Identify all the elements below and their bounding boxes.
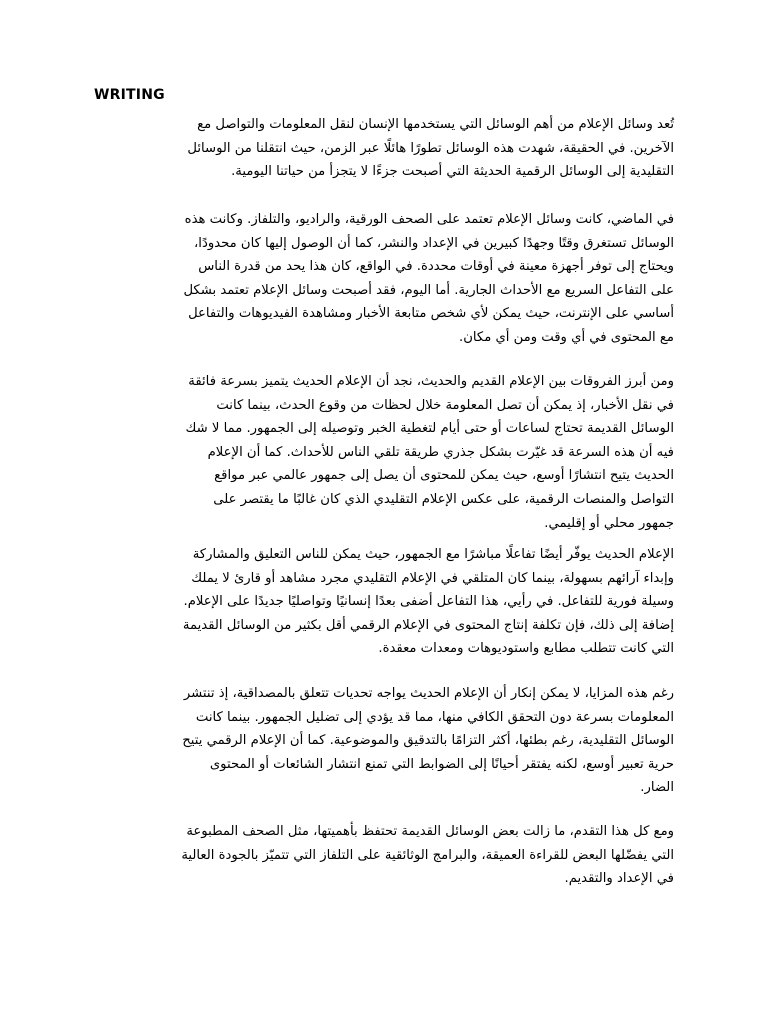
paragraph-line: التي يفضّلها البعض للقراءة العميقة، والبرامج الوثائقية على التلفاز التي تتميّز بالجودة العالية (181, 847, 674, 863)
paragraph-line: تُعد وسائل الإعلام من أهم الوسائل التي يستخدمها الإنسان لنقل المعلومات والتواصل مع (197, 117, 674, 132)
paragraph-line: الحديث يتيح انتشارًا أوسع، حيث يمكن للمحتوى أن يصل إلى جمهور عالمي عبر مواقع (214, 468, 674, 484)
paragraph-line: الآخرين. في الحقيقة، شهدت هذه الوسائل تطورًا هائلًا عبر الزمن، حيث انتقلنا من الوسائل (187, 140, 674, 156)
paragraph-line: إضافة إلى ذلك، فإن تكلفة إنتاج المحتوى في الإعلام الرقمي أقل بكثير من الوسائل القديمة (182, 617, 674, 633)
paragraph-line: أساسي على الإنترنت، حيث يمكن لأي شخص متابعة الأخبار ومشاهدة الفيديوهات والتفاعل (188, 306, 674, 322)
paragraph-line: حرية تعبير أوسع، لكنه يفتقر أحيانًا إلى الضوابط التي تمنع انتشار الشائعات أو المحتوى (209, 756, 674, 772)
paragraph-line: الوسائل التقليدية، رغم بطئها، أكثر التزامًا بالتدقيق والموضوعية. كما أن الإعلام الرقمي يتيح (182, 733, 674, 749)
paragraph-line: ويحتاج إلى توفر أجهزة معينة في أوقات محددة. في الواقع، كان هذا يحد من قدرة الناس (198, 259, 674, 275)
paragraph-line: الوسائل تستغرق وقتًا وجهدًا كبيرين في الإعداد والنشر، كما أن الوصول إليها كان محدودًا، (194, 235, 674, 251)
paragraph-line: الوسائل القديمة تحتاج لساعات أو حتى أيام لتغطية الخبر وتوصيله إلى الجمهور. مما لا شك (185, 421, 674, 437)
paragraph-line: في الإعداد والتقديم. (564, 871, 674, 887)
paragraph-line: رغم هذه المزايا، لا يمكن إنكار أن الإعلام الحديث يواجه تحديات تتعلق بالمصداقية، إذ تنتشر (183, 686, 674, 701)
paragraph-line: في الماضي، كانت وسائل الإعلام تعتمد على الصحف الورقية، والراديو، والتلفاز. وكانت هذه (184, 212, 674, 227)
paragraph-line: مع المحتوى في أي وقت ومن أي مكان. (459, 329, 674, 345)
paragraph-4 (92, 543, 674, 661)
paragraph-line: المعلومات بسرعة دون التحقق الكافي منها، مما قد يؤدي إلى تضليل الجمهور. بينما كانت (195, 709, 674, 725)
paragraph-line: التواصل والمنصات الرقمية، على عكس الإعلام التقليدي الذي كان غالبًا ما يقتصر على (213, 491, 674, 507)
paragraph-line: ومع كل هذا التقدم، ما زالت بعض الوسائل القديمة تحتفظ بأهميتها، مثل الصحف المطبوعة (186, 824, 674, 839)
paragraph-line: على التفاعل السريع مع الأحداث الجارية. أما اليوم، فقد أصبحت وسائل الإعلام تعتمد بشكل (183, 282, 674, 298)
paragraph-3 (92, 370, 674, 535)
paragraph-line: الإعلام الحديث يوفّر أيضًا تفاعلًا مباشرًا مع الجمهور، حيث يمكن للناس التعليق والمشاركة (192, 547, 674, 562)
paragraph-line: وسيلة فورية للتفاعل. في رأيي، هذا التفاعل أضفى بعدًا إنسانيًا وتواصليًا جديدًا على الإعلام. (183, 594, 674, 610)
paragraph-line: ومن أبرز الفروقات بين الإعلام القديم والحديث، نجد أن الإعلام الحديث يتميز بسرعة فائقة (188, 374, 674, 389)
paragraph-line: الضار. (640, 780, 674, 796)
paragraph-2 (92, 208, 674, 350)
paragraph-5 (92, 682, 674, 800)
paragraph-line: التي كانت تتطلب مطابع واستوديوهات ومعدات معقدة. (378, 641, 674, 657)
paragraph-6 (92, 820, 674, 891)
document-title: WRITING (94, 87, 165, 103)
paragraph-line: جمهور محلي أو إقليمي. (544, 515, 674, 531)
paragraph-line: فيه أن هذه السرعة قد غيّرت بشكل جذري طريقة تلقي الناس للأحداث. كما أن الإعلام (207, 444, 674, 460)
paragraph-1 (92, 113, 674, 184)
paragraph-line: في نقل الأخبار، إذ يمكن أن تصل المعلومة خلال لحظات من وقوع الحدث، بينما كانت (216, 397, 674, 413)
paragraph-line: وإبداء آرائهم بسهولة، بينما كان المتلقي في الإعلام التقليدي مجرد مشاهد أو قارئ لا يملك (191, 570, 674, 586)
paragraph-line: التقليدية إلى الوسائل الرقمية الحديثة التي أصبحت جزءًا لا يتجزأ من حياتنا اليومية. (231, 164, 674, 180)
